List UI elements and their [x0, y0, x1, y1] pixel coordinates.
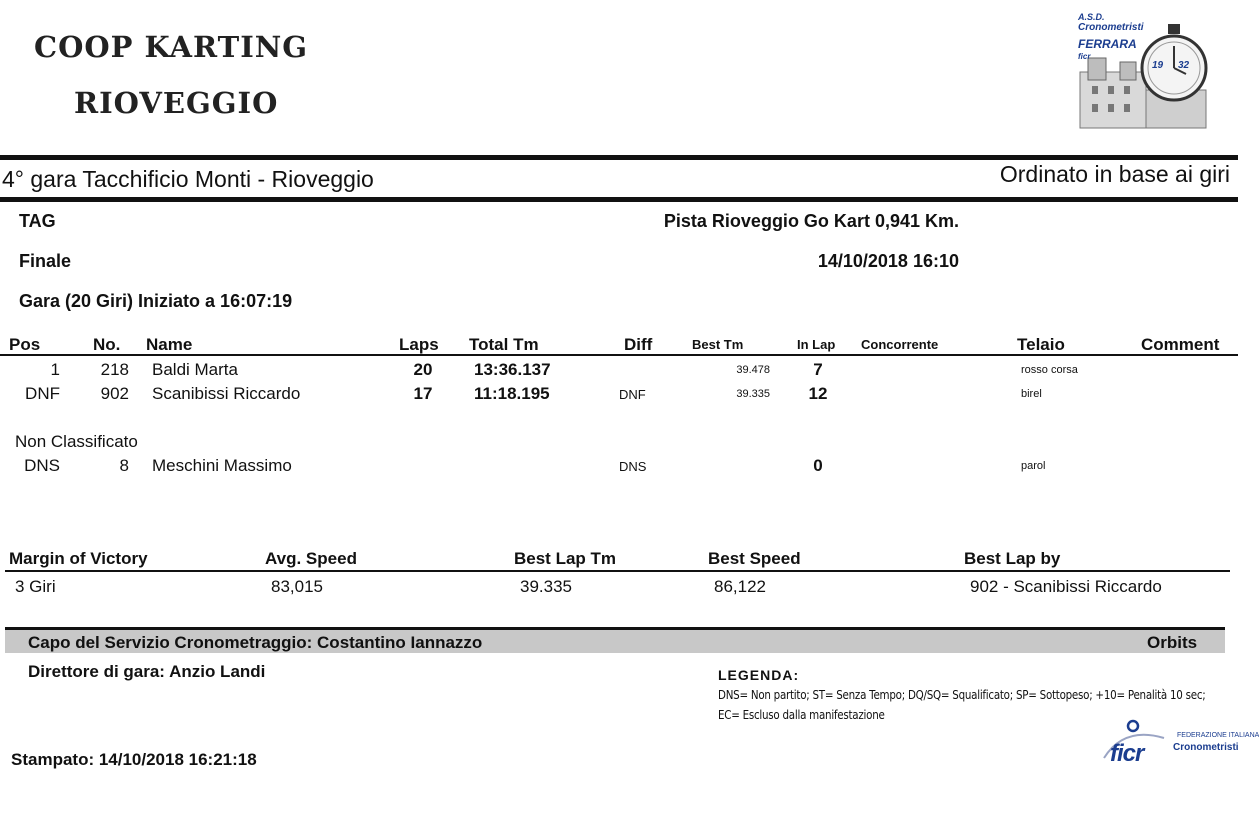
col-laps: Laps — [399, 335, 439, 354]
row-inlap: 7 — [813, 360, 823, 379]
legend-line-2: EC= Escluso dalla manifestazione — [718, 708, 885, 722]
row-name: Meschini Massimo — [152, 456, 292, 475]
row-pos: DNS — [24, 456, 60, 475]
summary-avg: 83,015 — [271, 577, 323, 596]
session-datetime: 14/10/2018 16:10 — [817, 251, 959, 271]
row-inlap: 0 — [813, 456, 823, 475]
row-name: Scanibissi Riccardo — [152, 384, 301, 403]
col-best: Best Tm — [692, 337, 744, 352]
summary-rule — [5, 570, 1230, 572]
ficr-text-1: FEDERAZIONE ITALIANA — [1177, 732, 1259, 739]
title-bottom-rule — [0, 197, 1238, 202]
row-total: 11:18.195 — [474, 384, 550, 403]
summary-bestby: 902 - Scanibissi Riccardo — [970, 577, 1162, 596]
legend-title: LEGENDA: — [718, 667, 800, 683]
row-name: Baldi Marta — [152, 360, 238, 379]
col-inlap: In Lap — [797, 337, 836, 352]
row-telaio: parol — [1021, 460, 1046, 472]
summary-avg-header: Avg. Speed — [265, 549, 357, 568]
col-telaio: Telaio — [1017, 335, 1065, 354]
col-total: Total Tm — [469, 335, 539, 354]
timing-chief: Capo del Servizio Cronometraggio: Costantino Iannazzo — [28, 633, 483, 652]
col-pos: Pos — [9, 335, 41, 354]
row-best: 39.478 — [736, 364, 770, 376]
summary-bestspeed: 86,122 — [714, 577, 766, 596]
tag-label: TAG — [19, 211, 56, 231]
summary-bestspeed-header: Best Speed — [708, 549, 801, 568]
row-telaio: rosso corsa — [1021, 364, 1078, 376]
logo-line-1: A.S.D. — [1078, 12, 1105, 22]
printed-timestamp: Stampato: 14/10/2018 16:21:18 — [11, 750, 257, 769]
logo-year-left: 19 — [1152, 60, 1164, 71]
brand-line-2: RIOVEGGIO — [74, 86, 279, 120]
logo-year-right: 32 — [1178, 60, 1190, 71]
order-label: Ordinato in base ai giri — [999, 161, 1230, 187]
row-telaio: birel — [1021, 388, 1042, 400]
row-no: 902 — [100, 384, 129, 403]
col-comment: Comment — [1141, 335, 1220, 354]
ficr-text-2: Cronometristi — [1173, 742, 1239, 753]
track-name: Pista Rioveggio Go Kart 0,941 Km. — [663, 211, 959, 231]
header-rule — [0, 354, 1238, 356]
timekeepers-logo — [1074, 10, 1214, 134]
title-top-rule — [0, 155, 1238, 160]
summary-bestlap: 39.335 — [520, 577, 572, 596]
race-director: Direttore di gara: Anzio Landi — [28, 662, 266, 681]
col-no: No. — [93, 335, 121, 354]
col-diff: Diff — [624, 335, 653, 354]
timing-system: Orbits — [1147, 633, 1198, 652]
logo-line-3: FERRARA — [1078, 37, 1137, 51]
row-pos: 1 — [50, 360, 60, 379]
row-diff: DNF — [619, 387, 646, 402]
col-concorrente: Concorrente — [861, 337, 939, 352]
summary-bestby-header: Best Lap by — [964, 549, 1061, 568]
row-diff: DNS — [619, 459, 647, 474]
logo-line-2: Cronometristi — [1078, 22, 1144, 33]
summary-bestlap-header: Best Lap Tm — [514, 549, 617, 568]
row-total: 13:36.137 — [474, 360, 551, 379]
ficr-mark: ficr — [1110, 740, 1144, 767]
row-no: 218 — [100, 360, 129, 379]
row-no: 8 — [119, 456, 129, 475]
summary-margin: 3 Giri — [15, 577, 56, 596]
row-best: 39.335 — [736, 388, 770, 400]
logo-sub: ficr — [1078, 52, 1091, 61]
row-laps: 17 — [413, 384, 433, 403]
brand-line-1: COOP KARTING — [34, 30, 309, 64]
col-name: Name — [146, 335, 193, 354]
ficr-logo — [1100, 718, 1259, 770]
session-label: Finale — [19, 251, 72, 271]
row-laps: 20 — [413, 360, 433, 379]
summary-margin-header: Margin of Victory — [9, 549, 148, 568]
row-inlap: 12 — [808, 384, 828, 403]
non-classified-label: Non Classificato — [15, 432, 138, 451]
race-title: 4° gara Tacchificio Monti - Rioveggio — [2, 166, 374, 192]
legend-line-1: DNS= Non partito; ST= Senza Tempo; DQ/SQ= Squalificato; SP= Sottopeso; +10= Penalità 10 sec; — [718, 688, 1206, 702]
race-info: Gara (20 Giri) Iniziato a 16:07:19 — [19, 291, 293, 311]
row-pos: DNF — [25, 384, 60, 403]
